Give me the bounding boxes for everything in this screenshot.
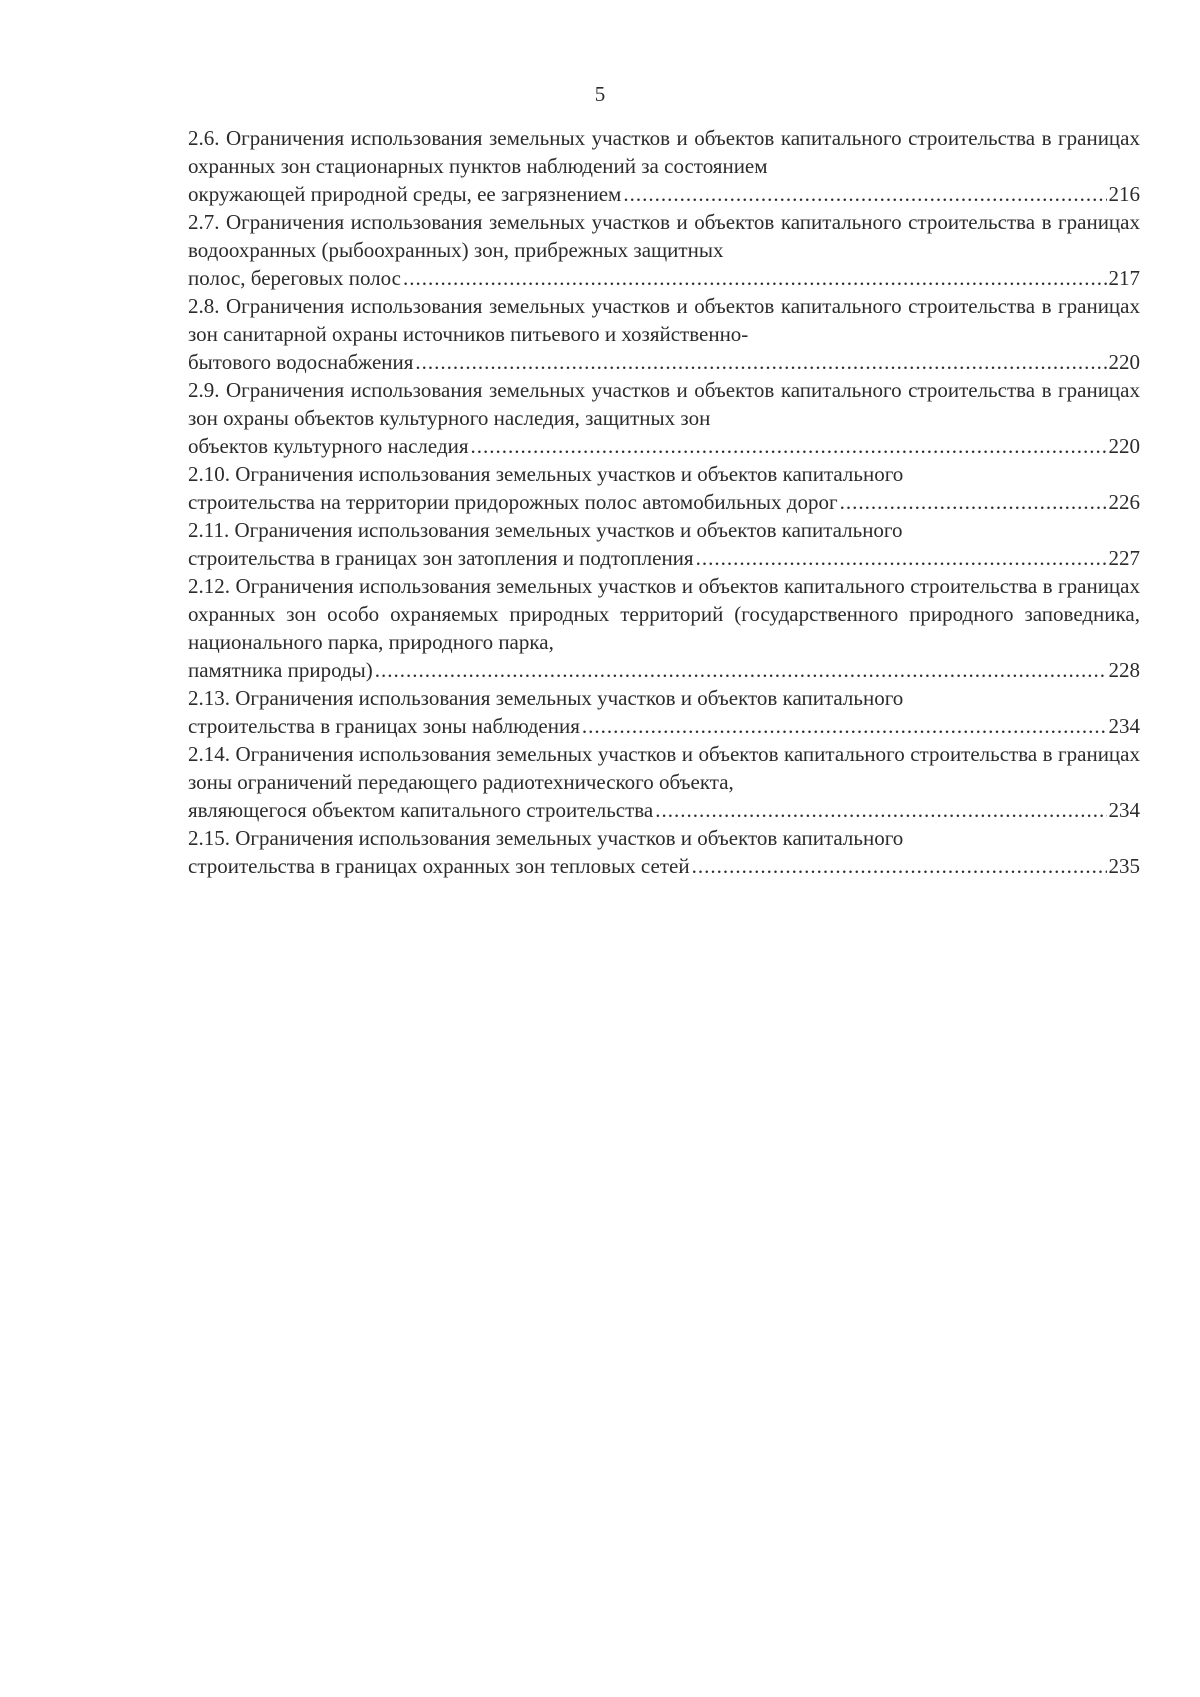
toc-page-number: 234: [1108, 714, 1140, 738]
toc-entry-last-line: окружающей природной среды, ее загрязнением: [188, 182, 622, 206]
toc-entry-last-line: строительства в границах зоны наблюдения: [188, 714, 580, 738]
toc-entry-2-8[interactable]: [188, 292, 1140, 376]
toc-page-number: 228: [1108, 658, 1140, 682]
toc-entry-last-line: памятника природы): [188, 658, 373, 682]
dot-leader: [471, 432, 1107, 460]
toc-page-number: 226: [1108, 490, 1140, 514]
toc-entry-2-13[interactable]: [188, 684, 1140, 740]
toc-entry-text: 2.13. Ограничения использования земельных участков и объектов капитального: [188, 686, 904, 710]
toc-page-number: 216: [1108, 182, 1140, 206]
dot-leader: [582, 712, 1107, 740]
toc-entry-last-line: бытового водоснабжения: [188, 350, 414, 374]
toc-entry-text: 2.11. Ограничения использования земельных участков и объектов капитального: [188, 518, 903, 542]
dot-leader: [375, 656, 1107, 684]
dot-leader: [692, 852, 1107, 880]
toc-page-number: 235: [1108, 854, 1140, 878]
toc-page-number: 234: [1108, 798, 1140, 822]
dot-leader: [403, 264, 1107, 292]
toc-entry-2-12[interactable]: [188, 572, 1140, 684]
dot-leader: [415, 348, 1106, 376]
toc-page-number: 220: [1108, 434, 1140, 458]
toc-entry-2-10[interactable]: [188, 460, 1140, 516]
toc-entry-text: 2.10. Ограничения использования земельных участков и объектов капитального: [188, 462, 904, 486]
toc-page-number: 217: [1108, 266, 1140, 290]
page-number: 5: [594, 82, 606, 106]
toc-entry-text: 2.6. Ограничения использования земельных участков и объектов капитального строительства в границах охранных зон стационарных пунктов наблюдений за состоянием: [188, 126, 1140, 178]
toc-entry-2-7[interactable]: [188, 208, 1140, 292]
table-of-contents: [188, 124, 1140, 880]
toc-entry-2-9[interactable]: [188, 376, 1140, 460]
toc-entry-2-15[interactable]: [188, 824, 1140, 880]
toc-entry-text: 2.15. Ограничения использования земельных участков и объектов капитального: [188, 826, 904, 850]
toc-page-number: 220: [1108, 350, 1140, 374]
toc-entry-2-6[interactable]: [188, 124, 1140, 208]
toc-entry-text: 2.9. Ограничения использования земельных участков и объектов капитального строительства в границах зон охраны объектов культурного наследия, защитных зон: [188, 378, 1140, 430]
toc-entry-last-line: объектов культурного наследия: [188, 434, 469, 458]
toc-entry-text: 2.7. Ограничения использования земельных участков и объектов капитального строительства в границах водоохранных (рыбоохранных) зон, прибрежных защитных: [188, 210, 1140, 262]
toc-entry-last-line: строительства в границах охранных зон тепловых сетей: [188, 854, 690, 878]
dot-leader: [623, 180, 1106, 208]
toc-page-number: 227: [1108, 546, 1140, 570]
toc-entry-last-line: являющегося объектом капитального строительства: [188, 798, 654, 822]
dot-leader: [840, 488, 1107, 516]
toc-entry-last-line: строительства на территории придорожных полос автомобильных дорог: [188, 490, 838, 514]
toc-entry-text: 2.8. Ограничения использования земельных участков и объектов капитального строительства в границах зон санитарной охраны источников питьевого и хозяйственно-: [188, 294, 1140, 346]
toc-entry-2-14[interactable]: [188, 740, 1140, 824]
toc-entry-2-11[interactable]: [188, 516, 1140, 572]
dot-leader: [696, 544, 1107, 572]
toc-entry-text: 2.12. Ограничения использования земельных участков и объектов капитального строительства в границах охранных зон особо охраняемых природных территорий (государственного природного заповедника, национального парка, природного парка,: [188, 574, 1140, 654]
toc-entry-text: 2.14. Ограничения использования земельных участков и объектов капитального строительства в границах зоны ограничений передающего радиотехнического объекта,: [188, 742, 1140, 794]
toc-entry-last-line: строительства в границах зон затопления и подтопления: [188, 546, 694, 570]
toc-entry-last-line: полос, береговых полос: [188, 266, 401, 290]
dot-leader: [655, 796, 1106, 824]
